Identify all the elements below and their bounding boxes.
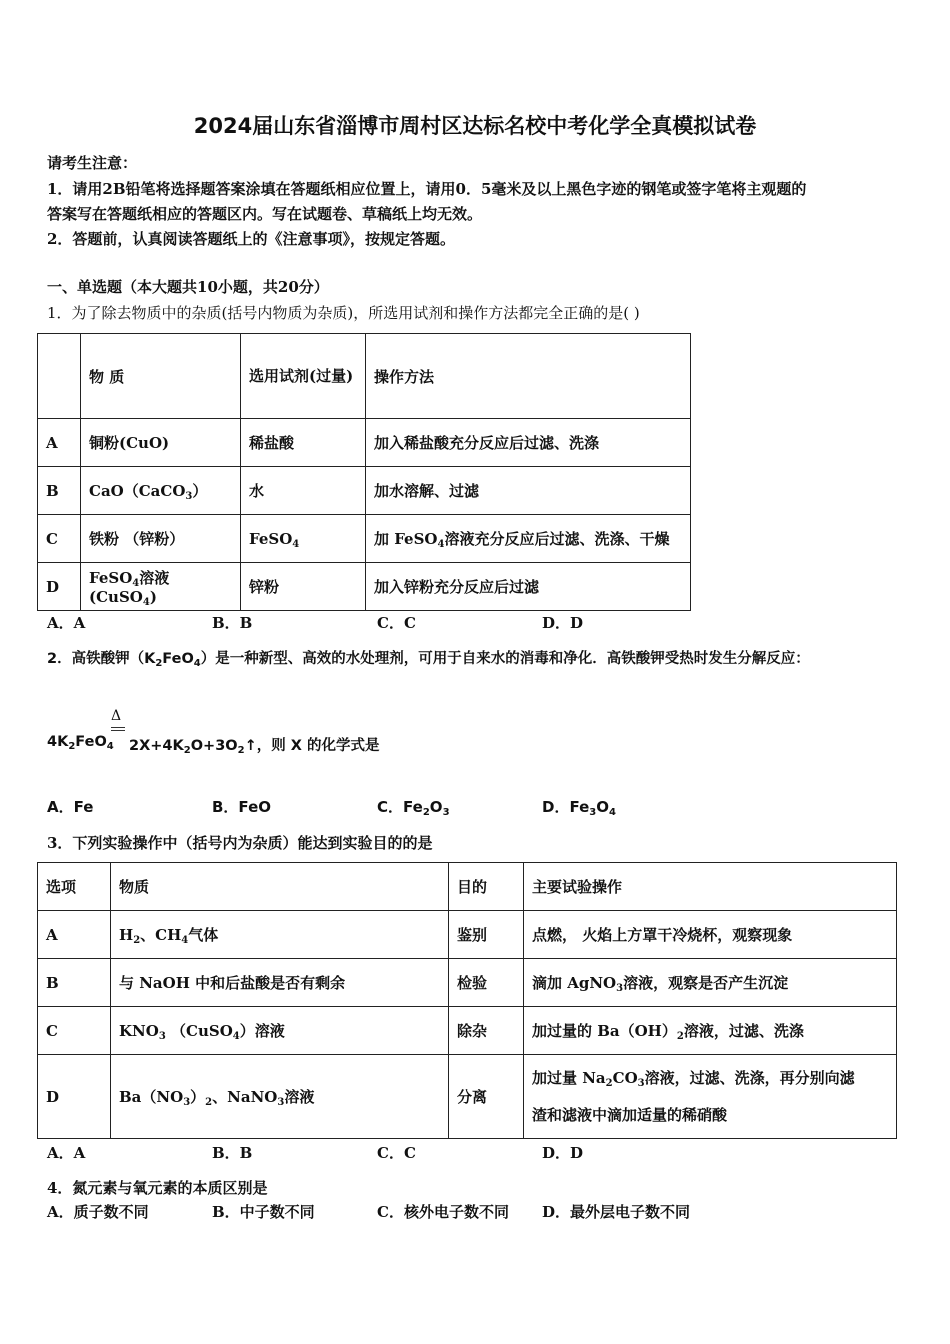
subscript: 3 — [637, 1077, 645, 1089]
text: FeSO — [89, 569, 133, 587]
q2-option-a[interactable]: A．Fe — [47, 798, 94, 816]
table-row — [38, 959, 897, 1007]
operation-cell — [524, 1055, 897, 1139]
q3-option-d[interactable]: D．D — [542, 1144, 584, 1162]
subscript: 2 — [155, 658, 163, 669]
purpose-cell: 检验 — [449, 959, 524, 1007]
text: 2X+4K — [129, 738, 184, 754]
notice-heading: 请考生注意： — [47, 154, 138, 172]
operation-cell: 点燃， 火焰上方罩干冷烧杯，观察现象 — [524, 911, 897, 959]
substance-cell — [111, 911, 449, 959]
text: ） — [192, 482, 208, 500]
subscript: 2 — [422, 807, 430, 818]
method-cell: 加入稀盐酸充分反应后过滤、洗涤 — [366, 419, 691, 467]
subscript: 3 — [277, 1097, 285, 1108]
table-row — [38, 563, 691, 611]
table-row — [38, 419, 691, 467]
text: 加过量的 Ba（OH） — [532, 1022, 677, 1040]
row-label: C — [38, 1007, 111, 1055]
subscript: 4 — [609, 807, 616, 818]
subscript: 3 — [442, 807, 450, 818]
header-cell: 选项 — [38, 863, 111, 911]
method-cell: 加入锌粉充分反应后过滤 — [366, 563, 691, 611]
text: CaO（CaCO — [89, 482, 186, 500]
table-row — [38, 1055, 897, 1139]
table-row — [38, 334, 691, 419]
text: 4K — [47, 734, 69, 750]
header-cell: 目的 — [449, 863, 524, 911]
row-label: A — [38, 419, 81, 467]
q2-stem — [47, 647, 810, 668]
text: C．Fe — [377, 798, 423, 816]
text: 溶液(CuSO — [89, 569, 170, 606]
table-row — [38, 1007, 897, 1055]
purpose-cell: 鉴别 — [449, 911, 524, 959]
text: 溶液，观察是否产生沉淀 — [623, 974, 789, 992]
subscript: 3 — [616, 983, 624, 994]
text: 滴加 AgNO — [532, 974, 617, 992]
equation-arrow-line — [111, 730, 125, 731]
table-row — [38, 911, 897, 959]
reagent-cell: 稀盐酸 — [241, 419, 366, 467]
table-row — [38, 863, 897, 911]
row-label: A — [38, 911, 111, 959]
section-heading: 一、单选题（本大题共10小题，共20分） — [47, 278, 329, 296]
q4-option-d[interactable]: D．最外层电子数不同 — [542, 1203, 691, 1221]
heat-symbol: Δ — [111, 708, 122, 724]
q1-option-a[interactable]: A．A — [47, 614, 86, 632]
substance-cell — [111, 1007, 449, 1055]
text: ）是一种新型、高效的水处理剂，可用于自来水的消毒和净化．高铁酸钾受热时发生分解反应： — [200, 651, 810, 667]
subscript: 4 — [142, 597, 150, 608]
text: D．Fe — [542, 798, 590, 816]
operation-cell — [524, 1007, 897, 1055]
q4-option-b[interactable]: B．中子数不同 — [212, 1203, 315, 1221]
text: 、CH — [140, 926, 182, 944]
subscript: 2 — [68, 741, 76, 752]
q2-option-b[interactable]: B．FeO — [212, 798, 271, 816]
page-title: 2024届山东省淄博市周村区达标名校中考化学全真模拟试卷 — [193, 114, 757, 138]
text: O — [596, 798, 609, 816]
text: 气体 — [188, 926, 219, 944]
text: FeO — [162, 651, 194, 667]
substance-cell: 铜粉(CuO) — [81, 419, 241, 467]
subscript: 4 — [132, 578, 140, 589]
subscript: 2 — [605, 1077, 613, 1089]
subscript: 4 — [232, 1031, 240, 1042]
q2-option-c[interactable] — [377, 796, 450, 817]
operation-line — [532, 1060, 888, 1097]
subscript: 2 — [133, 935, 141, 946]
q3-option-b[interactable]: B．B — [212, 1144, 253, 1162]
subscript: 3 — [589, 807, 597, 818]
text: KNO — [119, 1022, 159, 1040]
text: ↑，则 X 的化学式是 — [244, 738, 380, 754]
notice-line-1b: 答案写在答题纸相应的答题区内。写在试题卷、草稿纸上均无效。 — [47, 205, 483, 223]
text: 溶液，过滤、洗涤 — [683, 1022, 804, 1040]
substance-cell — [111, 1055, 449, 1139]
subscript: 3 — [185, 491, 193, 502]
subscript: 3 — [183, 1097, 191, 1108]
subscript: 4 — [181, 935, 189, 946]
text: O — [429, 798, 443, 816]
q1-option-b[interactable]: B．B — [212, 614, 253, 632]
header-cell: 主要试验操作 — [524, 863, 897, 911]
q4-stem: 4．氮元素与氧元素的本质区别是 — [47, 1179, 268, 1197]
q4-option-c[interactable]: C．核外电子数不同 — [377, 1203, 509, 1221]
q1-option-d[interactable]: D．D — [542, 614, 584, 632]
method-cell — [366, 515, 691, 563]
q2-equation-right — [129, 734, 380, 755]
purpose-cell: 分离 — [449, 1055, 524, 1139]
text: 溶液 — [284, 1088, 315, 1106]
row-label: D — [38, 563, 81, 611]
row-label: B — [38, 959, 111, 1007]
text: H — [119, 926, 134, 944]
reagent-cell: 锌粉 — [241, 563, 366, 611]
subscript: 2 — [237, 745, 245, 756]
text: 溶液，过滤、洗涤，再分别向滤 — [644, 1068, 855, 1087]
row-label: D — [38, 1055, 111, 1139]
purpose-cell: 除杂 — [449, 1007, 524, 1055]
q2-equation-left — [47, 734, 114, 750]
subscript: 2 — [676, 1031, 684, 1042]
substance-cell — [81, 563, 241, 611]
subscript: 4 — [193, 658, 201, 669]
q3-option-c[interactable]: C．C — [377, 1144, 416, 1162]
text: 、NaNO — [212, 1088, 278, 1106]
reagent-cell — [241, 515, 366, 563]
header-cell: 选用试剂(过量) — [241, 334, 366, 419]
text: 加 FeSO — [374, 530, 438, 548]
text: （CuSO — [165, 1022, 233, 1040]
header-cell: 物 质 — [81, 334, 241, 419]
text: O+3O — [190, 738, 238, 754]
q1-stem: 1．为了除去物质中的杂质(括号内物质为杂质)，所选用试剂和操作方法都完全正确的是( ) — [47, 304, 640, 322]
substance-cell: 铁粉 （锌粉） — [81, 515, 241, 563]
method-cell: 加水溶解、过滤 — [366, 467, 691, 515]
table-row — [38, 467, 691, 515]
text: ）溶液 — [239, 1022, 285, 1040]
q1-option-c[interactable]: C．C — [377, 614, 416, 632]
subscript: 2 — [205, 1097, 213, 1108]
q3-stem: 3．下列实验操作中（括号内为杂质）能达到实验目的的是 — [47, 834, 433, 852]
operation-line: 渣和滤液中滴加适量的稀硝酸 — [532, 1105, 728, 1124]
header-cell: 操作方法 — [366, 334, 691, 419]
subscript: 4 — [437, 539, 445, 550]
q3-option-a[interactable]: A．A — [47, 1144, 86, 1162]
q1-table — [37, 333, 691, 611]
row-label: C — [38, 515, 81, 563]
text: ) — [149, 588, 157, 606]
row-label: B — [38, 467, 81, 515]
q3-table — [37, 862, 897, 1139]
text: 加过量 Na — [532, 1068, 606, 1087]
text: 溶液充分反应后过滤、洗涤、干燥 — [444, 530, 670, 548]
q2-option-d[interactable] — [542, 796, 616, 817]
subscript: 3 — [158, 1031, 166, 1042]
operation-cell — [524, 959, 897, 1007]
table-row — [38, 515, 691, 563]
notice-line-1a: 1．请用2B铅笔将选择题答案涂填在答题纸相应位置上，请用0．5毫米及以上黑色字迹的钢笔或签字笔将主观题的 — [47, 180, 807, 198]
text: 2．高铁酸钾（K — [47, 651, 156, 667]
header-cell — [38, 334, 81, 419]
substance-cell — [81, 467, 241, 515]
reagent-cell: 水 — [241, 467, 366, 515]
subscript: 4 — [106, 741, 114, 752]
text: CO — [612, 1068, 638, 1087]
notice-line-2: 2．答题前，认真阅读答题纸上的《注意事项》，按规定答题。 — [47, 230, 455, 248]
equation-arrow-line — [111, 727, 125, 728]
substance-cell: 与 NaOH 中和后盐酸是否有剩余 — [111, 959, 449, 1007]
text: ） — [190, 1088, 206, 1106]
text: FeSO — [249, 529, 293, 548]
subscript: 4 — [292, 538, 300, 550]
text: FeO — [75, 734, 107, 750]
header-cell: 物质 — [111, 863, 449, 911]
text: Ba（NO — [119, 1088, 184, 1106]
subscript: 2 — [183, 745, 191, 756]
q4-option-a[interactable]: A．质子数不同 — [47, 1203, 149, 1221]
